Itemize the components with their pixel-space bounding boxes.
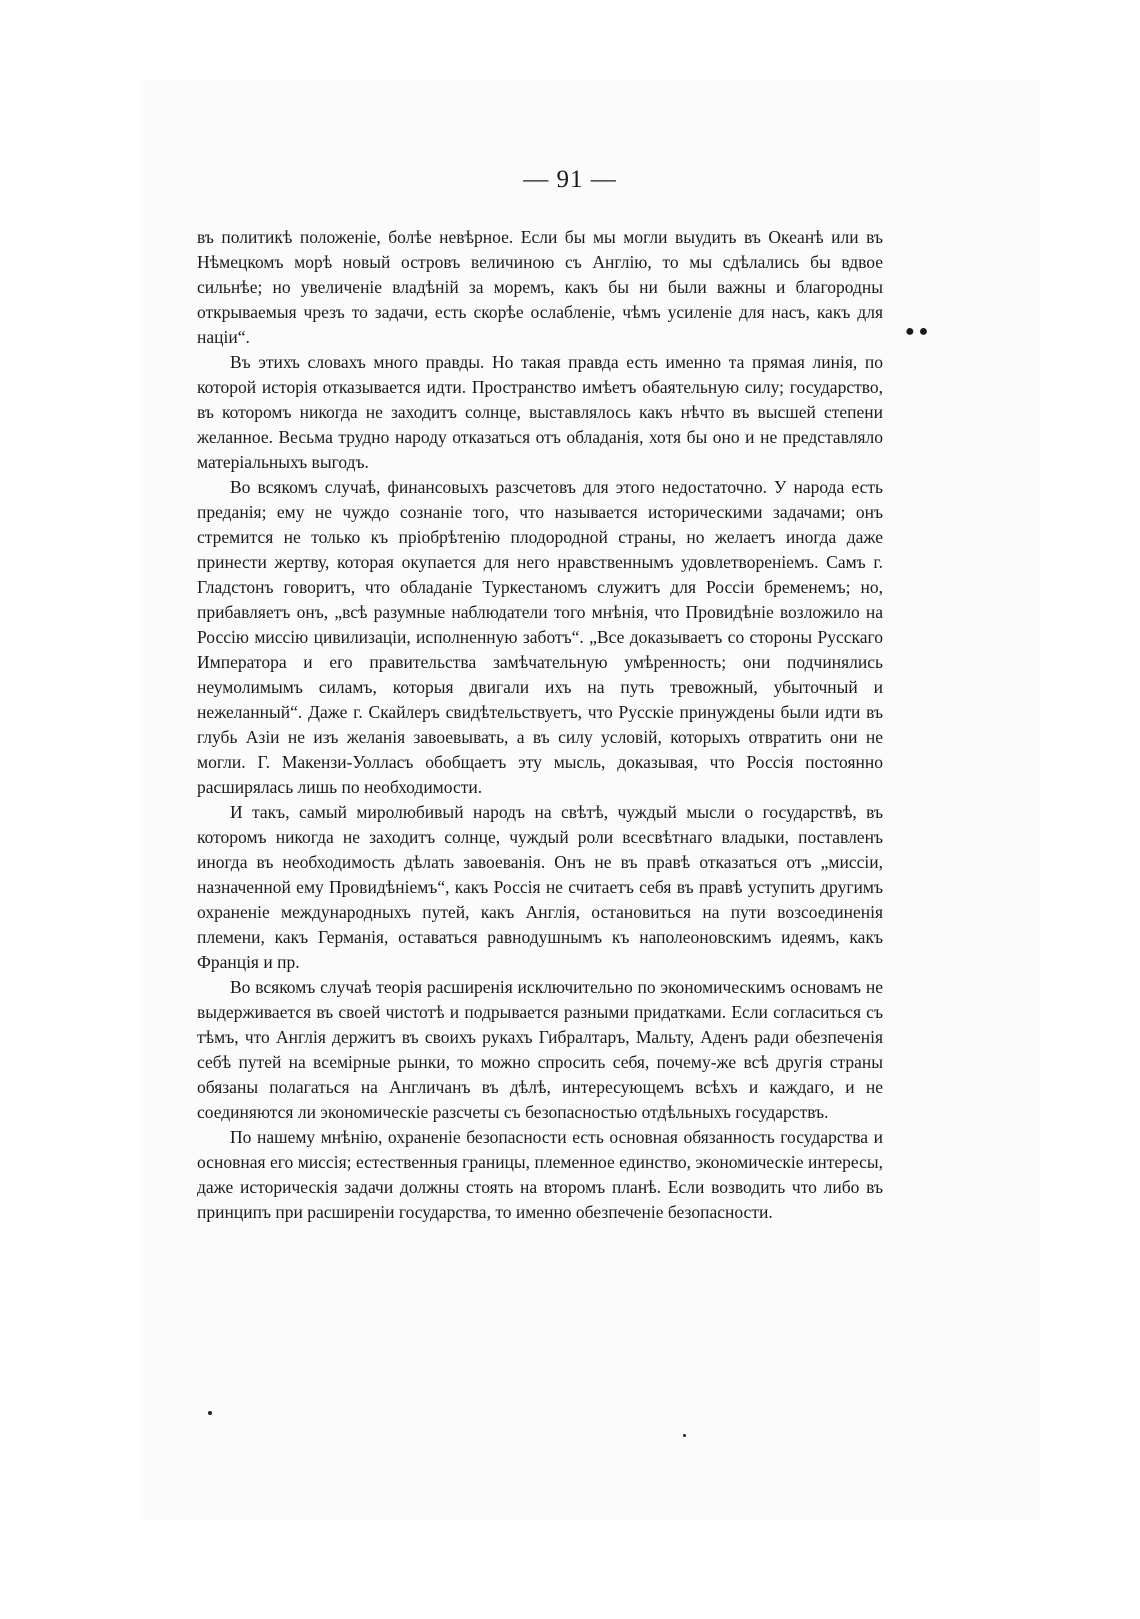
paragraph-3: Во всякомъ случаѣ, финансовыхъ разсчетовъ для этого недостаточно. У народа есть преданія; ему не чуждо сознаніе того, что называется историческими задачами; онъ стремится не только къ пріобрѣтенію плодородной страны, но желаетъ иногда даже принести жертву, которая окупается для него нравственнымъ удовлетвореніемъ. Самъ г. Гладстонъ говоритъ, что обладаніе Туркестаномъ служитъ для Россіи бременемъ; но, прибавляетъ онъ, „всѣ разумные наблюдатели того мнѣнія, что Провидѣніе возложило на Россію миссію цивилизаціи, исполненную заботъ“. „Все доказываетъ со стороны Русскаго Императора и его правительства замѣчательную умѣренность; они подчинялись неумолимымъ силамъ, которыя двигали ихъ на путь тревожный, убыточный и нежеланный“. Даже г. Скайлеръ свидѣтельствуетъ, что Русскіе принуждены были идти въ глубь Азіи не изъ желанія завоевывать, а въ силу условій, которыхъ отвратить они не могли. Г. Макензи-Уолласъ обобщаетъ эту мысль, доказывая, что Россія постоянно расширялась лишь по необходимости. — [197, 477, 883, 797]
paragraph-6: По нашему мнѣнію, охраненіе безопасности есть основная обязанность государства и основная его миссія; естественныя границы, племенное единство, экономическіе интересы, даже историческія задачи должны стоять на второмъ планѣ. Если возводить что либо въ принципъ при расширеніи государства, то именно обезпеченіе безопасности. — [197, 1127, 883, 1222]
page-number: — 91 — — [523, 166, 617, 193]
paragraph-2: Въ этихъ словахъ много правды. Но такая правда есть именно та прямая линія, по которой исторія отказывается идти. Пространство имѣетъ обаятельную силу; государство, въ которомъ никогда не заходитъ солнце, выставлялось какъ нѣчто въ высшей степени желанное. Весьма трудно народу отказаться отъ обладанія, хотя бы оно и не представляло матеріальныхъ выгодъ. — [197, 352, 883, 472]
paragraph-4: И такъ, самый миролюбивый народъ на свѣтѣ, чуждый мысли о государствѣ, въ которомъ никогда не заходитъ солнце, чуждый роли всесвѣтнаго владыки, поставленъ иногда въ необходимость дѣлать завоеванія. Онъ не въ правѣ отказаться отъ „миссіи, назначенной ему Провидѣніемъ“, какъ Россія не считаетъ себя въ правѣ уступить другимъ охраненіе международныхъ путей, какъ Англія, остановиться на пути возсоединенія племени, какъ Германія, оставаться равнодушнымъ къ наполеоновскимъ идеямъ, какъ Франція и пр. — [197, 802, 883, 972]
scan-speck — [208, 1411, 212, 1415]
paragraph-5: Во всякомъ случаѣ теорія расширенія исключительно по экономическимъ основамъ не выдерживается въ своей чистотѣ и подрывается разными придатками. Если согласиться съ тѣмъ, что Англія держитъ въ своихъ рукахъ Гибралтаръ, Мальту, Аденъ ради обезпеченія себѣ путей на всемірные рынки, то можно спросить себя, почему-же всѣ другія страны обязаны полагаться на Англичанъ въ дѣлѣ, интересующемъ всѣхъ и каждаго, и не соединяются ли экономическіе разсчеты съ безопасностью отдѣльныхъ государствъ. — [197, 977, 883, 1122]
margin-mark: ● ● — [905, 323, 929, 340]
body-text — [197, 225, 883, 1225]
paragraph-1: въ политикѣ положеніе, болѣе невѣрное. Если бы мы могли выудить въ Океанѣ или въ Нѣмецкомъ морѣ новый островъ величиною съ Англію, то мы сдѣлались бы вдвое сильнѣе; но увеличеніе владѣній за моремъ, какъ бы ни были важны и благородны открываемыя чрезъ то задачи, есть скорѣе ослабленіе, чѣмъ усиленіе для насъ, какъ для націи“. — [197, 227, 883, 347]
scan-speck — [683, 1434, 686, 1437]
